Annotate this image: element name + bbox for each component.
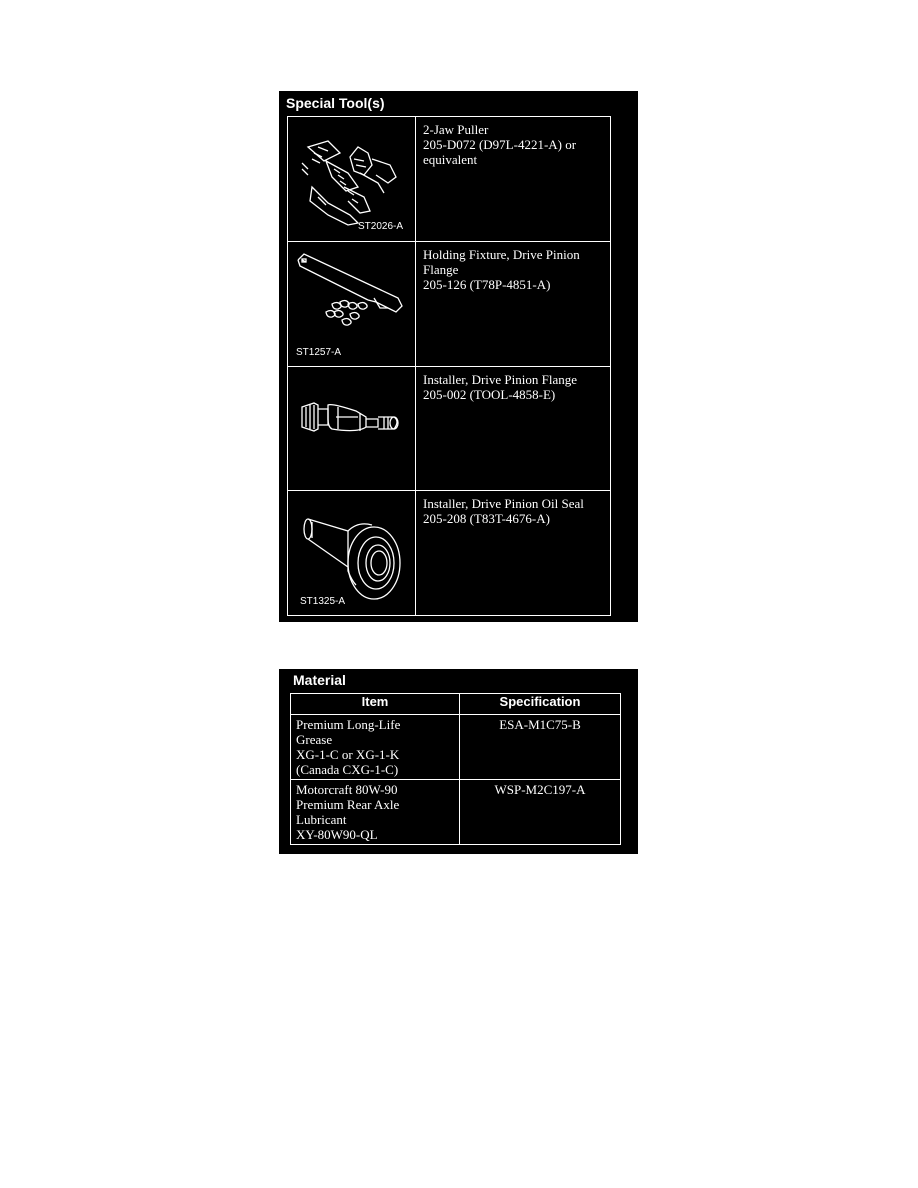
tool-image-cell <box>288 117 416 241</box>
material-item-cell <box>291 780 460 845</box>
pinion-flange-installer-icon <box>288 367 416 490</box>
material-item-line: XG-1-C or XG-1-K <box>296 747 400 762</box>
tool-image-code: ST1325-A <box>300 596 346 607</box>
tool-row-pinion-flange-installer <box>288 367 610 491</box>
material-panel <box>279 669 638 854</box>
tool-description <box>423 122 608 167</box>
tool-image-code: ST1257-A <box>296 347 342 358</box>
material-item-cell <box>291 715 460 780</box>
tool-description <box>423 247 608 292</box>
tool-description-line: equivalent <box>423 152 478 167</box>
table-row <box>291 715 621 780</box>
tool-description-line: Installer, Drive Pinion Flange <box>423 372 578 387</box>
tool-row-holding-fixture <box>288 242 610 367</box>
material-item-line: Premium Long-Life <box>296 717 401 732</box>
tool-row-two-jaw-puller <box>288 117 610 242</box>
tool-description-line: Flange <box>423 262 459 277</box>
tool-description <box>423 496 608 526</box>
special-tools-grid <box>287 116 611 616</box>
tool-description-line: 205-002 (TOOL-4858-E) <box>423 387 556 402</box>
material-item-line: Grease <box>296 732 333 747</box>
tool-image-cell <box>288 491 416 615</box>
material-title: Material <box>293 672 346 688</box>
tool-description-line: 205-126 (T78P-4851-A) <box>423 277 551 292</box>
specification-column-header: Specification <box>460 694 621 715</box>
tool-description-line: 2-Jaw Puller <box>423 122 489 137</box>
tool-description-line: Holding Fixture, Drive Pinion <box>423 247 580 262</box>
tool-image-cell <box>288 242 416 366</box>
tool-description-line: Installer, Drive Pinion Oil Seal <box>423 496 584 511</box>
tool-image-cell <box>288 367 416 490</box>
special-tools-title: Special Tool(s) <box>286 95 385 111</box>
tool-row-oil-seal-installer <box>288 491 610 615</box>
tool-description-line: 205-D072 (D97L-4221-A) or <box>423 137 577 152</box>
material-specification-cell: WSP-M2C197-A <box>460 780 621 845</box>
material-item-line: Motorcraft 80W-90 <box>296 782 398 797</box>
material-item-line: Lubricant <box>296 812 347 827</box>
special-tools-panel <box>279 91 638 622</box>
tool-description <box>423 372 608 402</box>
tool-description-line: 205-208 (T83T-4676-A) <box>423 511 550 526</box>
tool-image-code: ST2026-A <box>358 221 404 232</box>
material-item-line: Premium Rear Axle <box>296 797 400 812</box>
material-item-line: XY-80W90-QL <box>296 827 378 842</box>
material-item-line: (Canada CXG-1-C) <box>296 762 399 777</box>
material-specification-cell: ESA-M1C75-B <box>460 715 621 780</box>
item-column-header: Item <box>291 694 460 715</box>
material-header-row <box>291 694 621 715</box>
material-table <box>290 693 621 845</box>
table-row <box>291 780 621 845</box>
